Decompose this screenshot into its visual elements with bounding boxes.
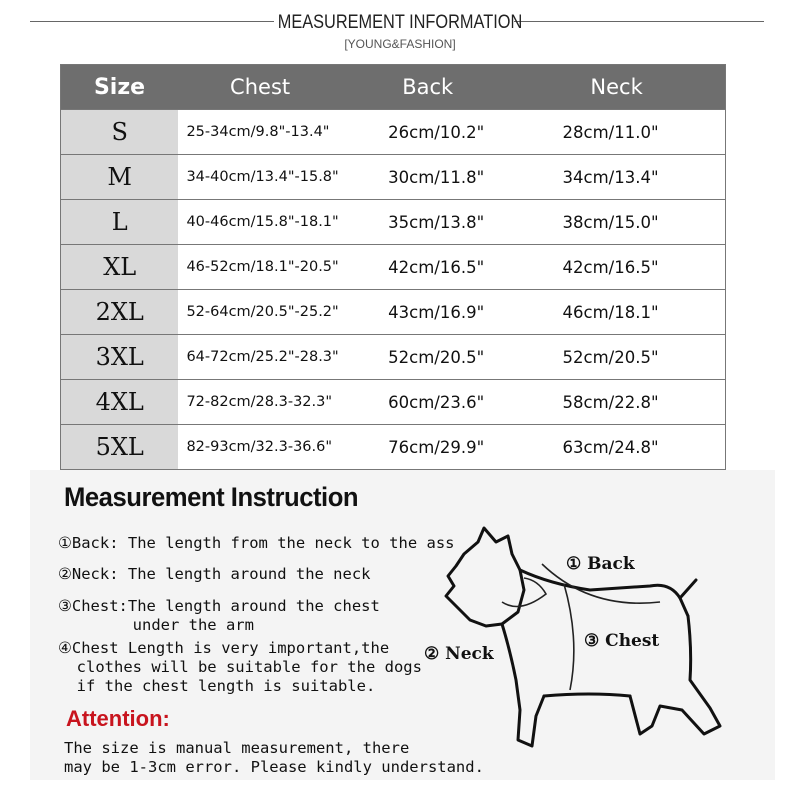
neck-cell: 46cm/18.1" [562,302,659,322]
instruction-chest-length-cont2: if the chest length is suitable. [58,677,376,695]
size-cell: L [61,200,178,244]
back-cell: 26cm/10.2" [388,122,485,142]
col-header-size: Size [93,74,146,100]
instruction-title: Measurement Instruction [64,482,359,512]
chest-cell: 72-82cm/28.3-32.3" [186,394,333,410]
diagram-label-chest: ③ Chest [584,631,660,651]
neck-cell: 42cm/16.5" [562,257,659,277]
neck-cell: 52cm/20.5" [562,347,659,367]
instruction-chest-length-cont1: clothes will be suitable for the dogs [58,658,422,676]
instruction-neck: ②Neck: The length around the neck [58,565,371,583]
back-cell: 60cm/23.6" [388,392,485,412]
neck-cell: 63cm/24.8" [562,437,659,457]
back-cell: 52cm/20.5" [388,347,485,367]
instruction-chest: ③Chest:The length around the chest [58,597,380,615]
chest-cell: 82-93cm/32.3-36.6" [186,439,333,455]
page-title: MEASUREMENT INFORMATION [277,12,523,33]
back-cell: 35cm/13.8" [388,212,485,232]
chest-cell: 40-46cm/15.8"-18.1" [186,214,339,230]
back-cell: 42cm/16.5" [388,257,485,277]
col-header-neck: Neck [590,75,643,99]
chest-cell: 64-72cm/25.2"-28.3" [186,349,339,365]
table-row [61,335,725,380]
size-cell: 5XL [61,425,178,469]
neck-cell: 28cm/11.0" [562,122,659,142]
size-cell: M [61,155,178,199]
table-row [61,380,725,425]
back-cell: 43cm/16.9" [388,302,485,322]
diagram-label-neck: ② Neck [424,644,494,664]
table-row [61,155,725,200]
table-row [61,245,725,290]
back-cell: 76cm/29.9" [388,437,485,457]
back-cell: 30cm/11.8" [388,167,485,187]
size-cell: 2XL [61,290,178,334]
size-cell: XL [61,245,178,289]
attention-line-2: may be 1-3cm error. Please kindly understand. [64,758,484,776]
size-cell: 3XL [61,335,178,379]
chest-cell: 25-34cm/9.8"-13.4" [186,124,330,140]
table-row [61,425,725,470]
neck-cell: 58cm/22.8" [562,392,659,412]
neck-cell: 34cm/13.4" [562,167,659,187]
chest-cell: 34-40cm/13.4"-15.8" [186,169,339,185]
page-subtitle: [YOUNG&FASHION] [344,37,456,51]
diagram-label-back: ① Back [566,554,635,574]
chest-cell: 46-52cm/18.1"-20.5" [186,259,339,275]
chest-cell: 52-64cm/20.5"-25.2" [186,304,339,320]
table-header-row [61,65,725,110]
table-row [61,200,725,245]
instruction-chest-cont: under the arm [58,616,254,634]
size-cell: S [61,110,178,154]
col-header-back: Back [402,75,454,99]
neck-cell: 38cm/15.0" [562,212,659,232]
table-row [61,110,725,155]
instruction-back: ①Back: The length from the neck to the ass [58,534,455,552]
size-table [60,64,726,470]
size-cell: 4XL [61,380,178,424]
instruction-chest-length: ④Chest Length is very important,the [58,639,390,657]
attention-title: Attention: [66,706,170,731]
attention-line-1: The size is manual measurement, there [64,739,410,757]
table-row [61,290,725,335]
col-header-chest: Chest [230,75,291,99]
